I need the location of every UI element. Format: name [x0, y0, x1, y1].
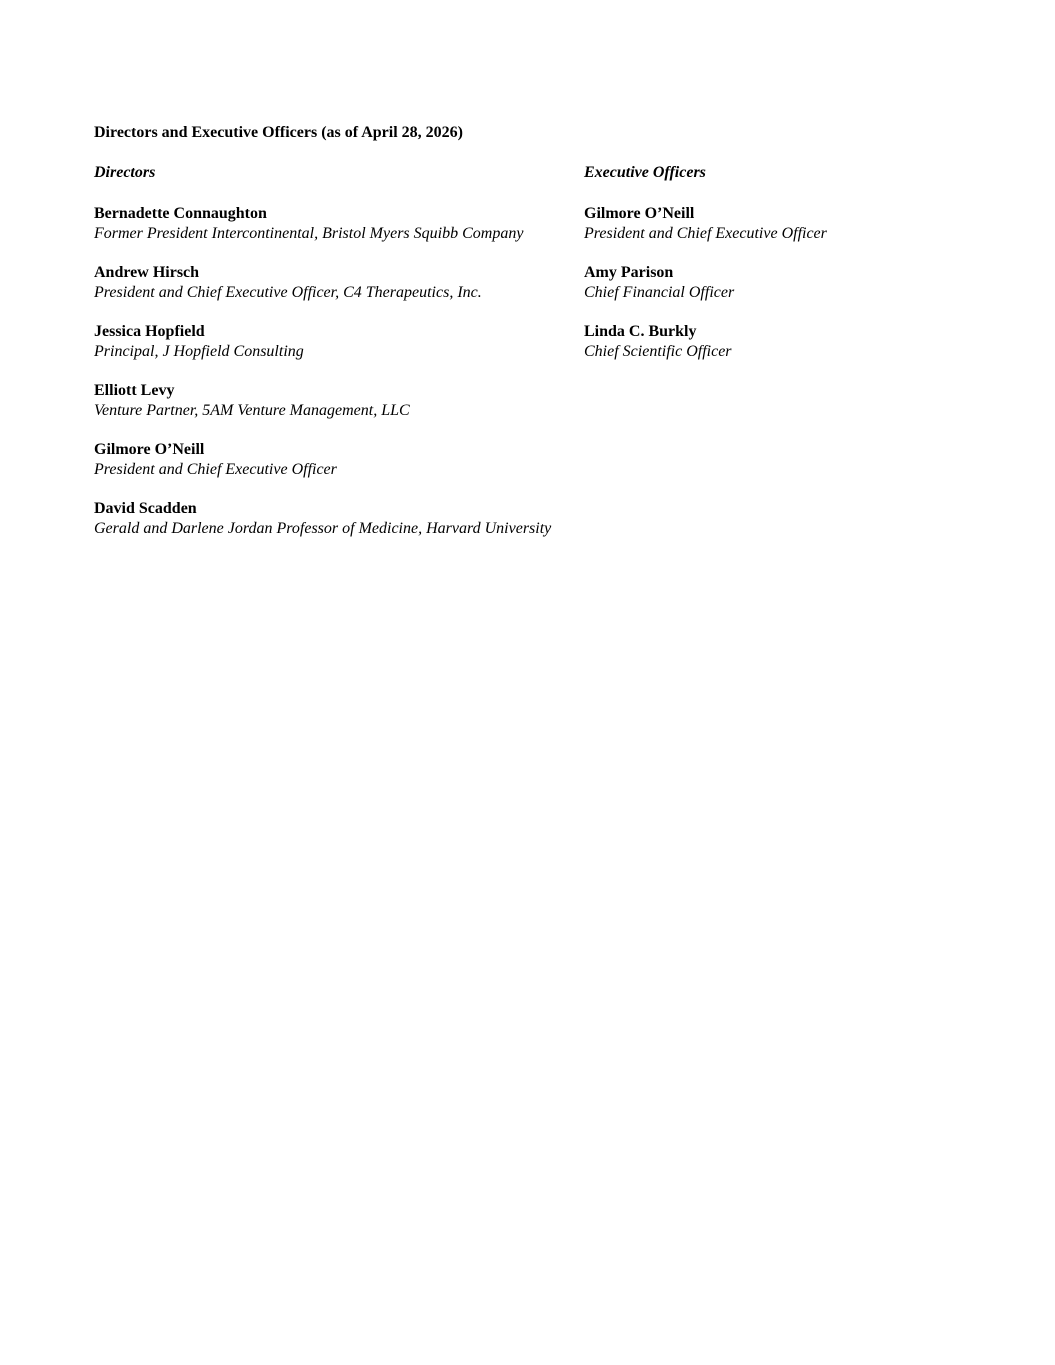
directors-column [94, 163, 584, 558]
person-role: President and Chief Executive Officer [584, 225, 827, 242]
person-name: David Scadden [94, 500, 197, 517]
director-entry [94, 263, 574, 303]
director-entry [94, 499, 574, 539]
person-role: President and Chief Executive Officer, C4 Therapeutics, Inc. [94, 284, 482, 301]
person-role: Venture Partner, 5AM Venture Management, LLC [94, 402, 410, 419]
two-column-layout [94, 163, 1015, 558]
director-entry [94, 440, 574, 480]
person-name: Gilmore O’Neill [94, 441, 205, 458]
person-role: Principal, J Hopfield Consulting [94, 343, 304, 360]
page-title: Directors and Executive Officers (as of April 28, 2026) [94, 124, 463, 141]
director-entry [94, 322, 574, 362]
person-role: Chief Financial Officer [584, 284, 735, 301]
officer-entry [584, 204, 1015, 244]
person-name: Linda C. Burkly [584, 323, 697, 340]
person-name: Amy Parison [584, 264, 674, 281]
person-role: Former President Intercontinental, Bristol Myers Squibb Company [94, 225, 524, 242]
person-role: President and Chief Executive Officer [94, 461, 337, 478]
director-entry [94, 204, 574, 244]
person-role: Chief Scientific Officer [584, 343, 732, 360]
person-name: Elliott Levy [94, 382, 175, 399]
officer-entry [584, 263, 1015, 303]
person-name: Bernadette Connaughton [94, 205, 267, 222]
directors-heading: Directors [94, 164, 156, 181]
person-role: Gerald and Darlene Jordan Professor of Medicine, Harvard University [94, 520, 552, 537]
person-name: Gilmore O’Neill [584, 205, 695, 222]
executive-officers-heading: Executive Officers [584, 164, 706, 181]
director-entry [94, 381, 574, 421]
person-name: Andrew Hirsch [94, 264, 200, 281]
person-name: Jessica Hopfield [94, 323, 205, 340]
officer-entry [584, 322, 1015, 362]
executive-officers-column [584, 163, 1015, 381]
